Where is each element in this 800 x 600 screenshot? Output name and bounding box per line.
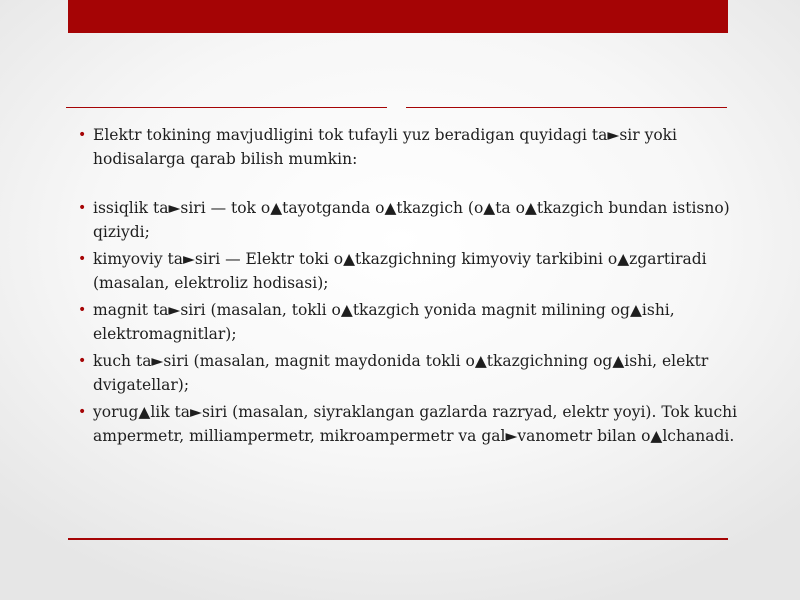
title-divider-left <box>66 107 387 108</box>
bullet-icon: • <box>78 200 87 216</box>
bullet-force-effect <box>78 350 758 397</box>
bullet-text: magnit ta►siri (masalan, tokli o▲tkazgich yonida magnit milining og▲ishi, elektromagnitlar); <box>93 301 675 343</box>
bullet-list <box>78 124 758 448</box>
bullet-text: kuch ta►siri (masalan, magnit maydonida tokli o▲tkazgichning og▲ishi, elektr dvigatellar); <box>93 352 709 394</box>
bullet-icon: • <box>78 302 87 318</box>
header-accent-bar <box>68 0 728 33</box>
bullet-icon: • <box>78 353 87 369</box>
bullet-text: issiqlik ta►siri — tok o▲tayotganda o▲tkazgich (o▲ta o▲tkazgich bundan istisno) qiziydi; <box>93 199 730 241</box>
bullet-magnetic-effect <box>78 299 758 346</box>
bullet-thermal-effect <box>78 197 758 244</box>
bullet-chemical-effect <box>78 248 758 295</box>
title-divider-right <box>406 107 727 108</box>
bullet-text: yorug▲lik ta►siri (masalan, siyraklangan gazlarda razryad, elektr yoyi). Tok kuchi ampermetr, milliampermetr, mikroampermetr va gal►vanometr bilan o▲lchanadi. <box>93 403 738 445</box>
bullet-light-effect <box>78 401 758 448</box>
footer-divider <box>68 538 728 540</box>
bullet-icon: • <box>78 251 87 267</box>
slide-body <box>78 124 758 452</box>
bullet-text: Elektr tokining mavjudligini tok tufayli yuz beradigan quyidagi ta►sir yoki hodisalarga qarab bilish mumkin: <box>93 126 678 168</box>
bullet-text: kimyoviy ta►siri — Elektr toki o▲tkazgichning kimyoviy tarkibini o▲zgartiradi (masalan, elektroliz hodisasi); <box>93 250 707 292</box>
bullet-icon: • <box>78 404 87 420</box>
bullet-icon: • <box>78 127 87 143</box>
bullet-intro <box>78 124 758 171</box>
